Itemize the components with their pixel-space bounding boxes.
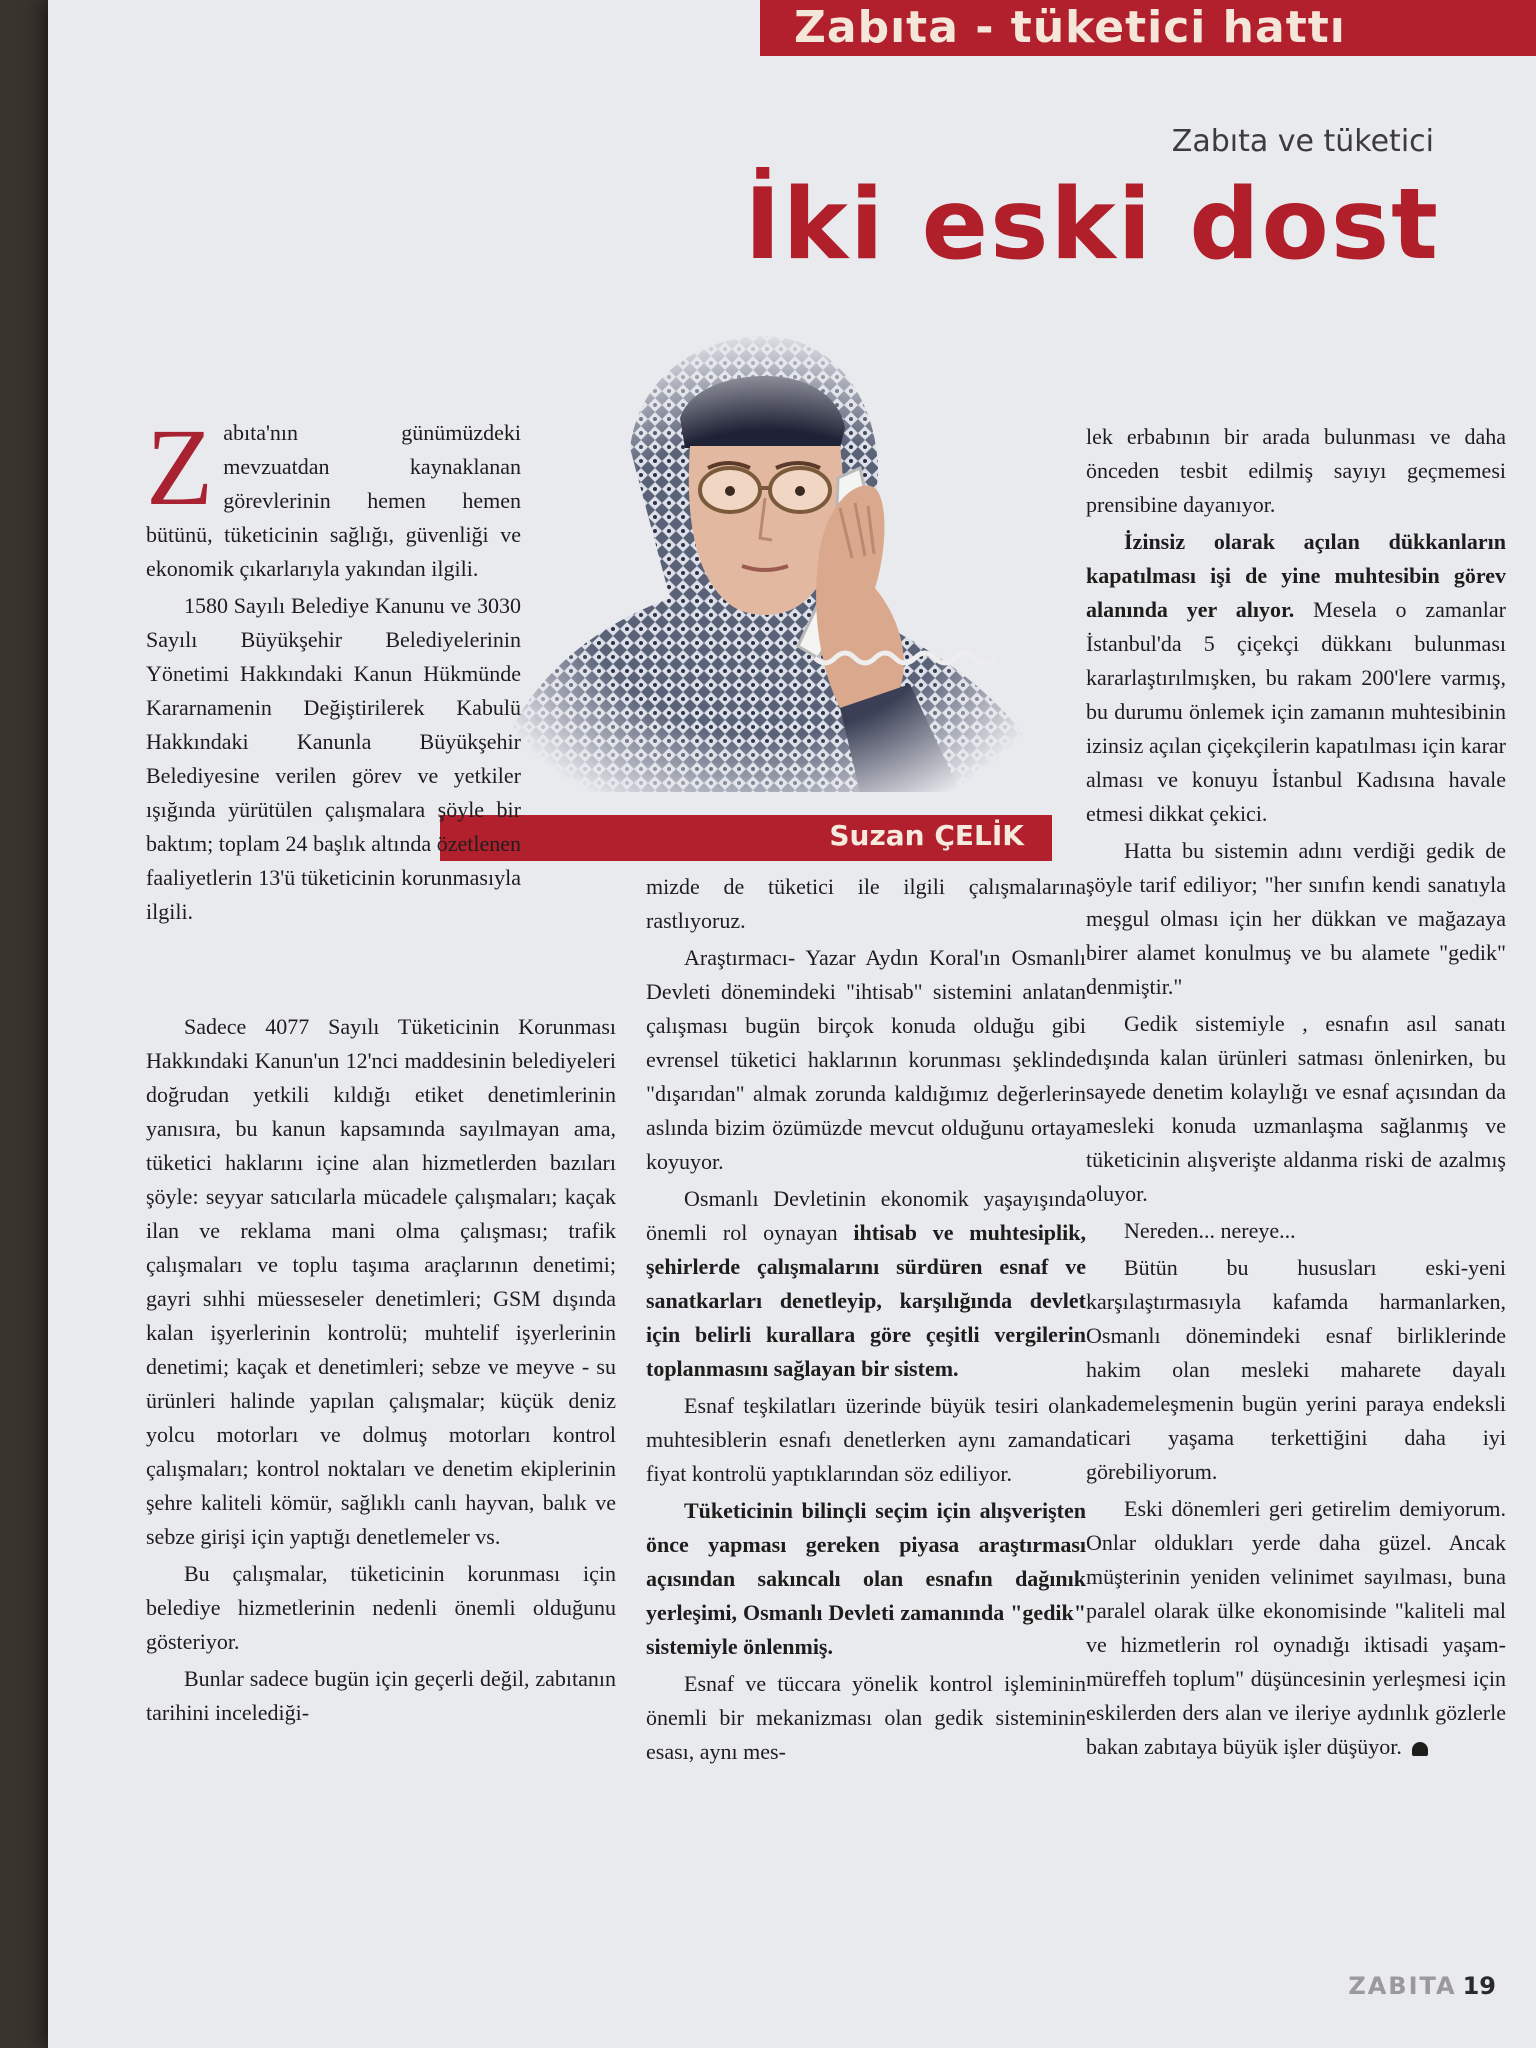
column-1-upper: [146, 406, 521, 932]
magazine-page: [48, 0, 1536, 2048]
subheading: Nereden... nereye...: [1124, 1218, 1296, 1243]
article-headline: İki eski dost: [744, 168, 1440, 282]
article-kicker: Zabıta ve tüketici: [1171, 124, 1434, 159]
page-number: 19: [1462, 1972, 1496, 2000]
body-paragraph: Osmanlı Devletinin ekonomik yaşayışında önemli rol oynayan ihtisab ve muhtesiplik, şehirlerde çalışmalarını sürdüren esnaf ve sanatkarları denetleyip, karşılığında devlet için belirli kurallara göre çeşitli vergilerin toplanmasını sağlayan bir sistem.: [646, 1186, 1087, 1381]
body-paragraph: Bunlar sadece bugün için geçerli değil, zabıtanın tarihini incelediği-: [146, 1666, 616, 1725]
magazine-name: ZABITA: [1348, 1972, 1457, 2000]
emphasis-text: Tüketicinin bilinçli seçim için alışverişten önce yapması gereken piyasa araştırması açısından sakıncalı olan esnafın dağınık yerleşimi, Osmanlı Devleti zamanında "gedik" sistemiyle önlenmiş.: [646, 1498, 1086, 1659]
column-3: [1086, 420, 1506, 1767]
drop-cap: Z: [146, 406, 214, 528]
author-name: Suzan ÇELİK: [829, 819, 1024, 852]
author-photo: [480, 328, 1058, 792]
column-1-lower: [146, 1010, 616, 1733]
intro-paragraph: Zabıta'nın günümüzdeki mevzuatdan kaynaklanan görevlerinin hemen hemen bütünü, tüketicinin sağlığı, güvenliği ve ekonomik çıkarlarıyla yakından ilgili.: [146, 406, 521, 581]
body-paragraph: Eski dönemleri geri getirelim demiyorum. Onlar oldukları yerde daha güzel. Ancak müşterinin yeniden velinimet sayılması, buna paralel olarak ülke ekonomisinde "kaliteli mal ve hizmetlerin rol oynadığı iktisadi yaşam-müreffeh toplum" düşüncesinin yerleşmesi için eskilerden ders alan ve ileriye aydınlık gözlerle bakan zabıtaya büyük işler düşüyor.: [1086, 1496, 1506, 1759]
body-paragraph: Esnaf ve tüccara yönelik kontrol işleminin önemli bir mekanizması olan gedik sisteminin esası, aynı mes-: [646, 1671, 1086, 1764]
body-paragraph: 1580 Sayılı Belediye Kanunu ve 3030 Sayılı Büyükşehir Belediyelerinin Yönetimi Hakkındaki Kanun Hükmünde Kararnamenin Değiştirilerek Kabulü Hakkındaki Kanunla Büyükşehir Belediyesine verilen görev ve yetkiler ışığında yürütülen çalışmalara şöyle bir baktım; toplam 24 başlık altında özetlenen faaliyetlerin 13'ü tüketicinin korunmasıyla ilgili.: [146, 593, 521, 924]
body-paragraph: Bütün bu hususları eski-yeni karşılaştırmasıyla kafamda harmanlarken, Osmanlı dönemindeki esnaf birliklerinde hakim olan mesleki maharete dayalı kademeleşmenin bugün yerini paraya endeksli ticari yaşama terkettiğini daha iyi görebiliyorum.: [1086, 1255, 1506, 1484]
body-paragraph: Bu çalışmalar, tüketicinin korunması için belediye hizmetlerinin nedenli önemli olduğunu gösteriyor.: [146, 1561, 616, 1654]
section-title: Zabıta - tüketici hattı: [794, 2, 1346, 53]
body-paragraph: lek erbabının bir arada bulunması ve daha önceden tesbit edilmiş sayıyı geçmemesi prensibine dayanıyor.: [1086, 424, 1506, 517]
column-2: [646, 870, 1086, 1772]
section-header-bar: [760, 0, 1536, 56]
emphasis-text: İzinsiz olarak açılan dükkanların kapatılması işi de yine muhtesibin görev alanında yer alıyor.: [1086, 529, 1506, 622]
page-footer: [1348, 1972, 1496, 2000]
body-paragraph: [646, 1494, 1086, 1664]
body-paragraph: Esnaf teşkilatları üzerinde büyük tesiri olan muhtesiblerin esnafı denetlerken aynı zamanda fiyat kontrolü yaptıklarından söz ediliyor.: [646, 1393, 1086, 1486]
end-of-article-icon: [1412, 1742, 1428, 1756]
body-paragraph: Hatta bu sistemin adını verdiği gedik de şöyle tarif ediliyor; "her sınıfın kendi sanatıyla meşgul olması için her dükkan ve mağazaya birer alamet konulmuş ve bu alamete "gedik" denmiştir.": [1086, 838, 1506, 999]
body-paragraph: mizde de tüketici ile ilgili çalışmalarına rastlıyoruz.: [646, 874, 1086, 933]
body-paragraph: Sadece 4077 Sayılı Tüketicinin Korunması Hakkındaki Kanun'un 12'nci maddesinin belediyeleri doğrudan yetkili kıldığı etiket denetimlerinin yanısıra, bu kanun kapsamında sayılmayan ama, tüketici haklarını içine alan hizmetlerden bazıları şöyle: seyyar satıcılarla mücadele çalışmaları; kaçak ilan ve reklama mani olma çalışması; trafik çalışmaları ve toplu taşıma araçlarının denetimi; gayri sıhhi müesseseler denetimleri; GSM dışında kalan işyerlerinin kontrolü; muhtelif işyerlerinin denetimi; kaçak et denetimleri; sebze ve meyve - su ürünleri halinde yapılan çalışmalar; küçük deniz yolcu motorları ve dolmuş motorları kontrol çalışmaları; kontrol noktaları ve denetim ekiplerinin şehre kaliteli kömür, sağlıklı canlı hayvan, balık ve sebze girişi için yaptığı denetlemeler vs.: [146, 1014, 616, 1549]
author-bar: [440, 815, 1052, 861]
body-paragraph: İzinsiz olarak açılan dükkanların kapatılması işi de yine muhtesibin görev alanında yer alıyor. Mesela o zamanlar İstanbul'da 5 çiçekçi dükkanı bulunması kararlaştırılmışken, bu rakam 200'lere varmış, bu durumu önlemek için zamanın muhtesibinin izinsiz açılan çiçekçilerin kapatılması için karar alması ve konuyu İstanbul Kadısına havale etmesi dikkat çekici.: [1086, 529, 1507, 826]
body-paragraph: Gedik sistemiyle , esnafın asıl sanatı dışında kalan ürünleri satması önlenirken, bu sayede denetim kolaylığı ve esnaf açısından da mesleki konuda uzmanlaşma sağlanmış ve tüketicinin alışverişte aldanma riski de azalmış oluyor.: [1086, 1011, 1506, 1206]
body-paragraph: Araştırmacı- Yazar Aydın Koral'ın Osmanlı Devleti dönemindeki "ihtisab" sistemini anlatan çalışması bugün birçok konuda olduğu gibi evrensel tüketici haklarının korunması şeklinde "dışarıdan" almak zorunda kaldığımız değerlerin aslında bizim özümüzde mevcut olduğunu ortaya koyuyor.: [646, 945, 1086, 1174]
emphasis-text: ihtisab ve muhtesiplik, şehirlerde çalışmalarını sürdüren esnaf ve sanatkarları denetleyip, karşılığında devlet için belirli kurallara göre çeşitli vergilerin toplanmasını sağlayan bir sistem.: [646, 1220, 1087, 1381]
